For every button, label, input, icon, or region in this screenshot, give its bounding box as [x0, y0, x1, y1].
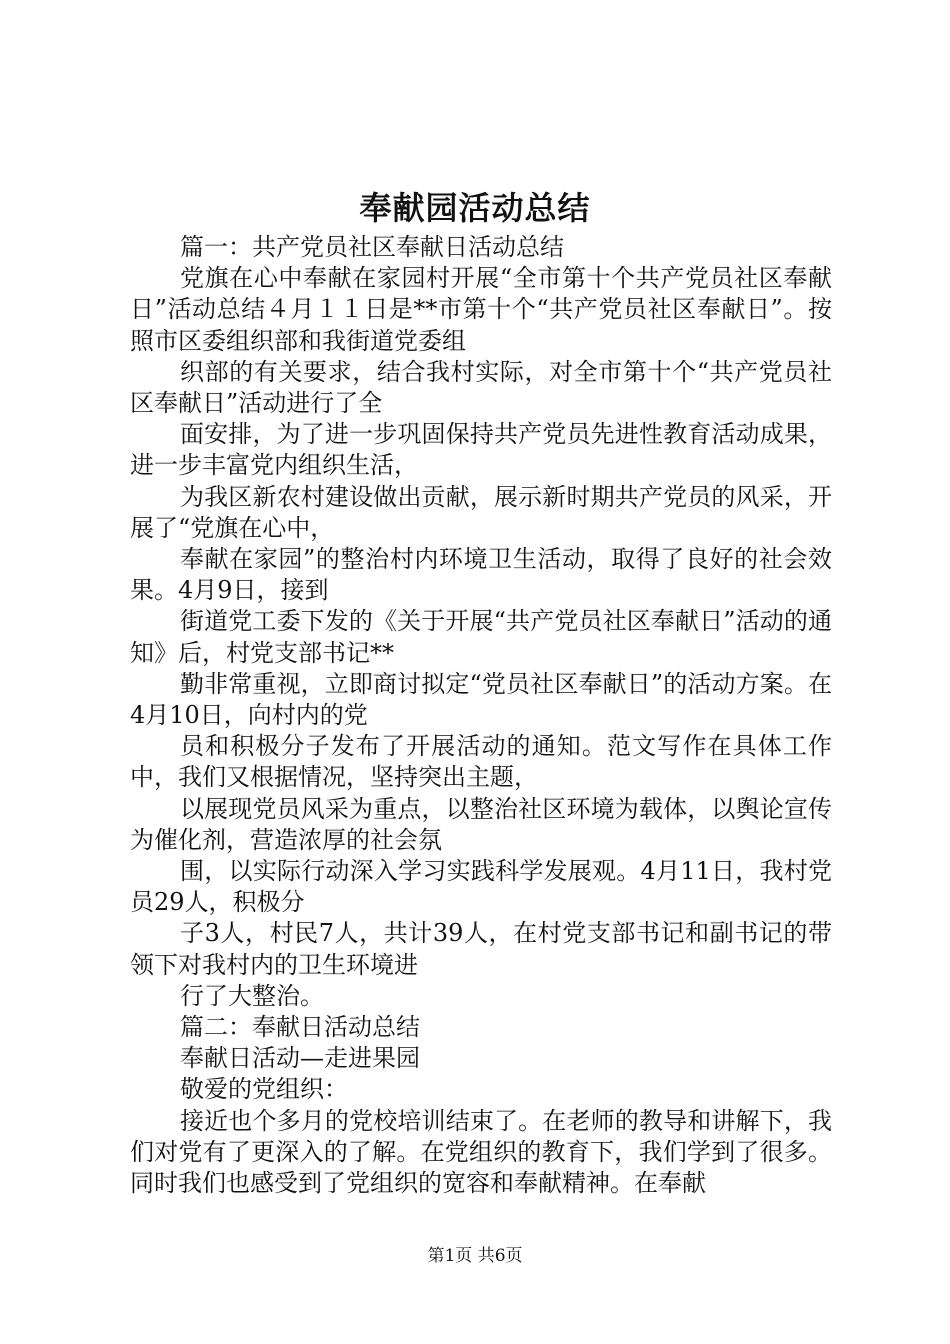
- page-footer: 第1页 共6页: [427, 1246, 523, 1266]
- paragraph: 行了大整治。: [180, 981, 324, 1010]
- paragraph: 面安排，为了进一步巩固保持共产党员先进性教育活动成果，进一步丰富党内组织生活，: [130, 420, 832, 480]
- paragraph: 围，以实际行动深入学习实践科学发展观。4月11日，我村党员29人，积极分: [130, 857, 832, 917]
- paragraph: 奉献在家园”的整治村内环境卫生活动，取得了良好的社会效果。4月9日，接到: [130, 545, 832, 605]
- paragraph: 党旗在心中奉献在家园村开展“全市第十个共产党员社区奉献日”活动总结４月１１日是**市第十个“共产党员社区奉献日”。按照市区委组织部和我街道党委组: [130, 264, 832, 355]
- paragraph: 为我区新农村建设做出贡献，展示新时期共产党员的风采，开展了“党旗在心中，: [130, 482, 832, 542]
- paragraph: 以展现党员风采为重点，以整治社区环境为载体，以舆论宣传为催化剂，营造浓厚的社会氛: [130, 794, 832, 854]
- paragraph: 织部的有关要求，结合我村实际，对全市第十个“共产党员社区奉献日”活动进行了全: [130, 357, 832, 418]
- document-body: [130, 232, 832, 1199]
- paragraph: 街道党工委下发的《关于开展“共产党员社区奉献日”活动的通知》后，村党支部书记**: [130, 607, 832, 667]
- paragraph: 敬爱的党组织：: [180, 1075, 348, 1104]
- paragraph: 接近也个多月的党校培训结束了。在老师的教导和讲解下，我们对党有了更深入的了解。在党组织的教育下，我们学到了很多。同时我们也感受到了党组织的宽容和奉献精神。在奉献: [130, 1106, 832, 1198]
- paragraph: 奉献日活动—走进果园: [180, 1044, 420, 1073]
- paragraph: 员和积极分子发布了开展活动的通知。范文写作在具体工作中，我们又根据情况，坚持突出主题，: [130, 732, 832, 792]
- paragraph: 子3人，村民7人，共计39人，在村党支部书记和副书记的带领下对我村内的卫生环境进: [130, 919, 832, 979]
- paragraph: 篇一：共产党员社区奉献日活动总结: [180, 233, 564, 261]
- paragraph: 篇二：奉献日活动总结: [180, 1013, 420, 1042]
- paragraph: 勤非常重视，立即商讨拟定“党员社区奉献日”的活动方案。在4月10日，向村内的党: [130, 669, 832, 730]
- document-title: 奉献园活动总结: [359, 189, 591, 227]
